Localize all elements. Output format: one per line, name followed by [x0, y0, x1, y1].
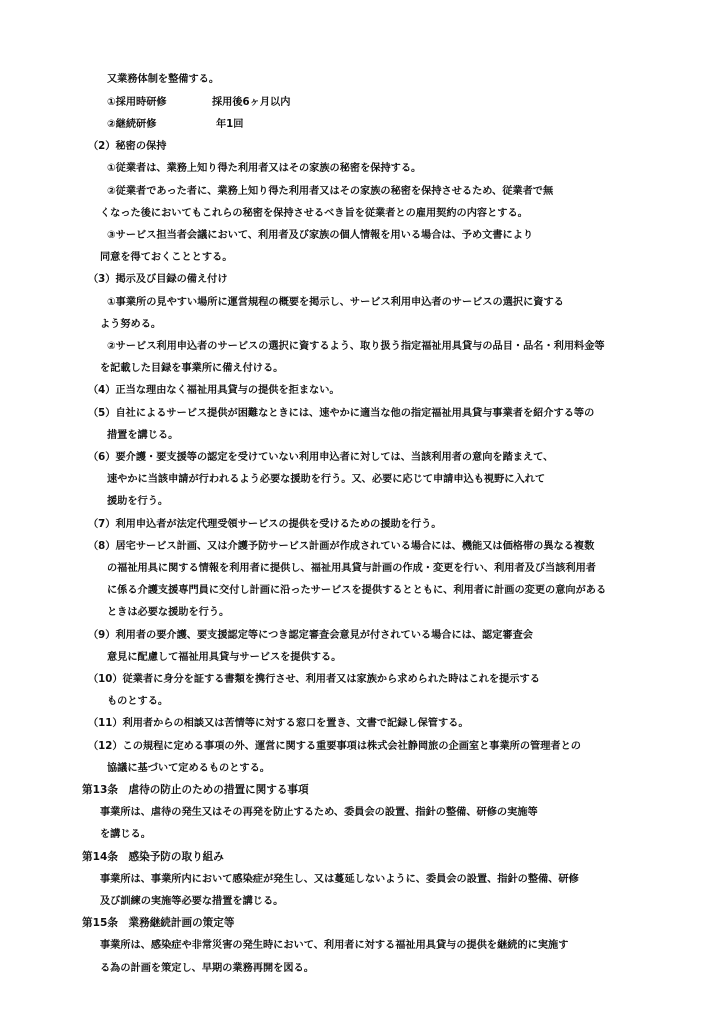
text-line: る為の計画を策定し、早期の業務再開を図る。	[100, 963, 314, 974]
text-line: （12）この規程に定める事項の外、運営に関する重要事項は株式会社静岡旅の企画室と事業所の管理者との	[88, 741, 581, 752]
text-line: ①従業者は、業務上知り得た利用者又はその家族の秘密を保持する。	[107, 163, 422, 174]
text-line: 速やかに当該申請が行われるよう必要な援助を行う。又、必要に応じて申請申込も視野に入れて	[107, 474, 546, 485]
text-line: を講じる。	[100, 829, 151, 840]
text-line: 及び訓練の実施等必要な措置を講じる。	[100, 896, 284, 907]
text-line: ②従業者であった者に、業務上知り得た利用者又はその家族の秘密を保持させるため、従業者で無	[107, 186, 554, 197]
text-line: の福祉用具に関する情報を利用者に提供し、福祉用具貸与計画の作成・変更を行い、利用者及び当該利用者	[107, 563, 596, 574]
text-line: （5）自社によるサービス提供が困難なときには、速やかに適当な他の指定福祉用具貸与事業者を紹介する等の	[88, 408, 595, 419]
text-line: ときは必要な援助を行う。	[107, 607, 230, 618]
text-line: ②サービス利用申込者のサービスの選択に資するよう、取り扱う指定福祉用具貸与の品目・品名・利用料金等	[107, 341, 605, 352]
text-line: 同意を得ておくこととする。	[100, 252, 233, 263]
text-line: 意見に配慮して福祉用具貸与サービスを提供する。	[107, 652, 342, 663]
text-line: （6）要介護・要支援等の認定を受けていない利用申込者に対しては、当該利用者の意向を踏まえて、	[88, 452, 554, 463]
section-subheading: （3）掲示及び目録の備え付け	[88, 274, 228, 285]
text-line: （8）居宅サービス計画、又は介護予防サービス計画が作成されている場合には、機能又は価格帯の異なる複数	[88, 541, 595, 552]
text-line: 事業所は、虐待の発生又はその再発を防止するため、委員会の設置、指針の整備、研修の実施等	[100, 807, 538, 818]
text-line: （4）正当な理由なく福祉用具貸与の提供を拒まない。	[88, 385, 340, 396]
text-line: （10）従業者に身分を証する書類を携行させ、利用者又は家族から求められた時はこれを提示する	[88, 674, 540, 685]
text-line: ものとする。	[107, 696, 169, 707]
text-line: ③サービス担当者会議において、利用者及び家族の個人情報を用いる場合は、予め文書により	[107, 230, 534, 241]
text-line: 協議に基づいて定めるものとする。	[107, 763, 270, 774]
text-line: 又業務体制を整備する。	[107, 74, 220, 85]
article-heading: 第15条 業務継続計画の策定等	[82, 917, 235, 929]
text-line: （7）利用申込者が法定代理受領サービスの提供を受けるための援助を行う。	[88, 519, 442, 530]
article-heading: 第13条 虐待の防止のための措置に関する事項	[82, 784, 309, 796]
text-line: 措置を講じる。	[107, 430, 179, 441]
text-line: くなった後においてもこれらの秘密を保持させるべき旨を従業者との雇用契約の内容とする。	[100, 208, 528, 219]
text-line: ①事業所の見やすい場所に運営規程の概要を掲示し、サービス利用申込者のサービスの選択に資する	[107, 297, 564, 308]
text-line: 援助を行う。	[107, 496, 169, 507]
training-item-value: 採用後6ヶ月以内	[212, 97, 291, 108]
section-subheading: （2）秘密の保持	[88, 141, 167, 152]
text-line: を記載した目録を事業所に備え付ける。	[100, 363, 284, 374]
text-line: （9）利用者の要介護、要支援認定等につき認定審査会意見が付されている場合には、認定審査会	[88, 630, 533, 641]
training-item-value: 年1回	[216, 119, 244, 130]
text-line: に係る介護支援専門員に交付し計画に沿ったサービスを提供するとともに、利用者に計画の変更の意向がある	[107, 585, 607, 596]
text-line: 事業所は、感染症や非常災害の発生時において、利用者に対する福祉用具貸与の提供を継続的に実施す	[100, 940, 569, 951]
text-line: よう努める。	[100, 319, 162, 330]
text-line: （11）利用者からの相談又は苦情等に対する窓口を置き、文書で記録し保管する。	[88, 718, 469, 729]
training-item-label: ①採用時研修	[107, 97, 167, 108]
text-line: 事業所は、事業所内において感染症が発生し、又は蔓延しないように、委員会の設置、指針の整備、研修	[100, 874, 579, 885]
training-item-label: ②継続研修	[107, 119, 157, 130]
article-heading: 第14条 感染予防の取り組み	[82, 851, 224, 863]
